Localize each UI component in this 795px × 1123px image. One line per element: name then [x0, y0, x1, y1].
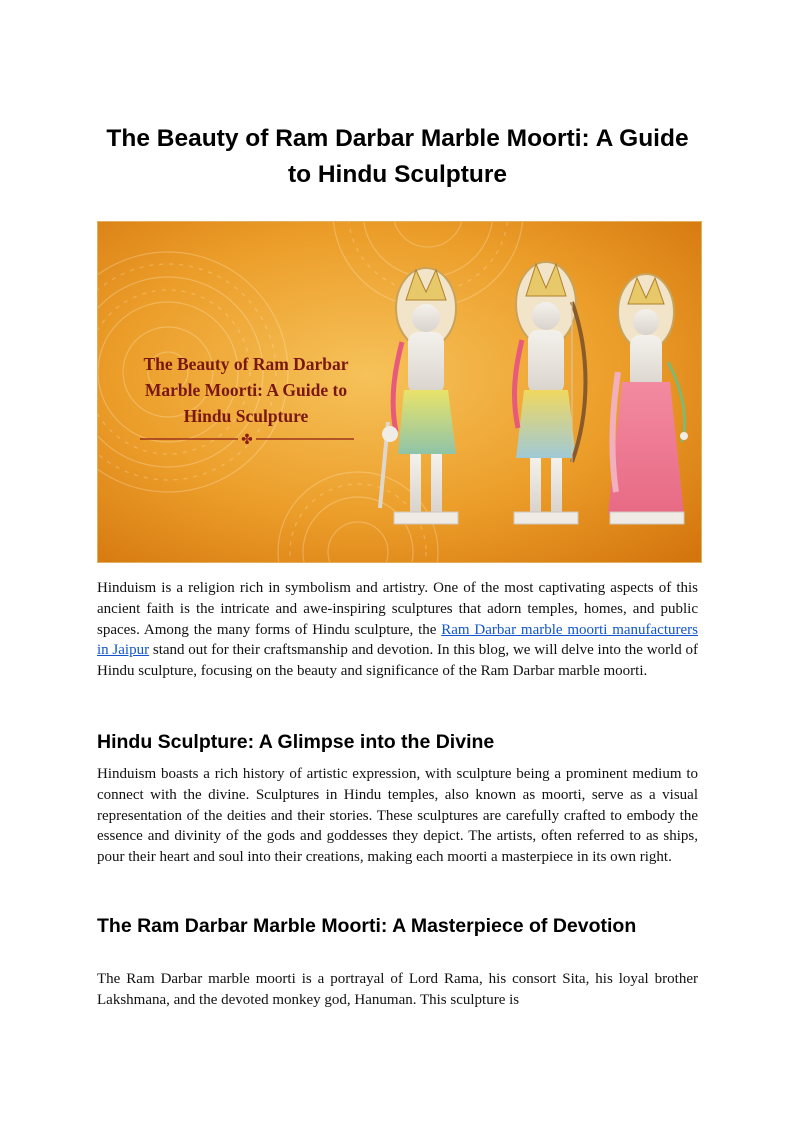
section-body-hindu-sculpture: Hinduism boasts a rich history of artistic expression, with sculpture being a prominent medium to connect with the divine. Sculptures in Hindu temples, also known as moorti, serve as a visual representation of the deities and their stories. These sculptures are carefully crafted to embody the essence and divinity of the gods and goddesses they depict. The artists, often referred to as ships, pour their heart and soul into their creations, making each moorti a masterpiece in its own right. — [97, 766, 698, 866]
section-heading-ram-darbar: The Ram Darbar Marble Moorti: A Masterpiece of Devotion — [97, 915, 637, 937]
hero-title-line-1: The Beauty of Ram Darbar — [143, 354, 349, 374]
hero-title-line-2: Marble Moorti: A Guide to — [144, 380, 348, 400]
hero-image — [97, 221, 702, 563]
section-body-ram-darbar: The Ram Darbar marble moorti is a portrayal of Lord Rama, his consort Sita, his loyal brother Lakshmana, and the devoted monkey god, Hanuman. This sculpture is — [97, 971, 698, 1008]
intro-text-after-link: stand out for their craftsmanship and devotion. In this blog, we will delve into the world of Hindu sculpture, focusing on the beauty and significance of the Ram Darbar marble moorti. — [97, 642, 698, 680]
hero-title-line-3: Hindu Sculpture — [183, 406, 309, 426]
svg-text:✤: ✤ — [241, 433, 253, 448]
section-heading-hindu-sculpture: Hindu Sculpture: A Glimpse into the Divine — [97, 731, 495, 753]
page-title: The Beauty of Ram Darbar Marble Moorti: A Guide to Hindu Sculpture — [106, 125, 689, 188]
manufacturers-link[interactable]: Ram Darbar marble moorti manufacturers in Jaipur — [97, 621, 698, 659]
intro-paragraph — [97, 578, 698, 682]
intro-text-before-link: Hinduism is a religion rich in symbolism and artistry. One of the most captivating aspects of this ancient faith is the intricate and awe-inspiring sculptures that adorn temples, homes, and public spaces. Among the many forms of Hindu sculpture, the — [97, 580, 698, 638]
